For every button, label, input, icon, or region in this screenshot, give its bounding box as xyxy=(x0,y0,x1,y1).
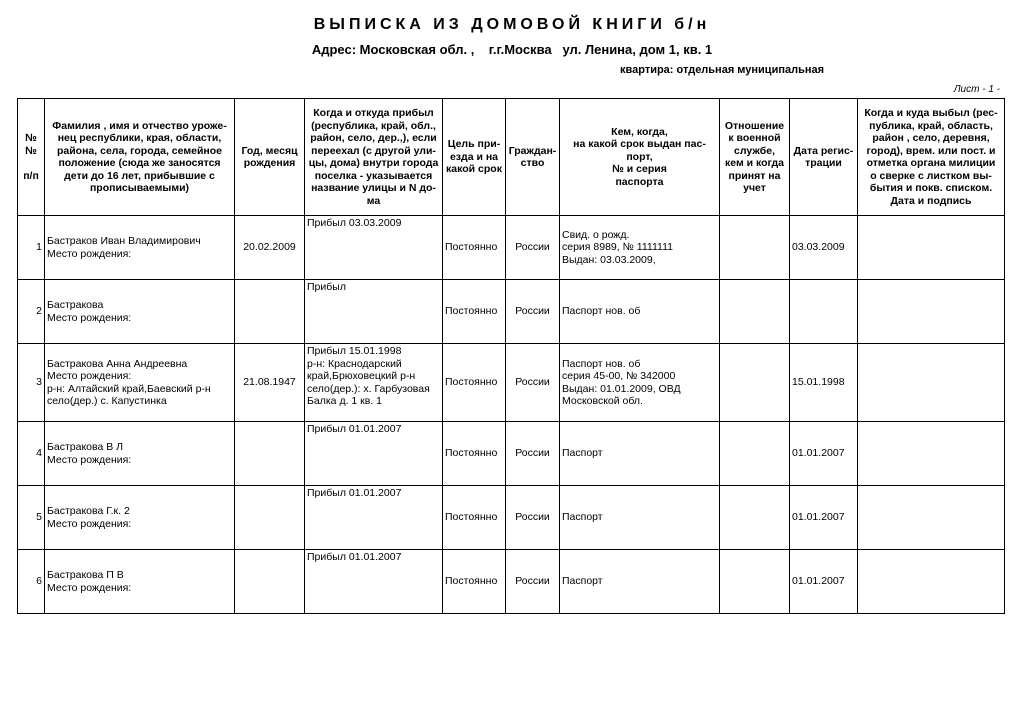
departure-info xyxy=(858,216,1005,280)
table-row xyxy=(18,344,1005,422)
passport-info: Свид. о рожд. серия 8989, № 1111111 Выдан: 03.03.2009, xyxy=(560,216,720,280)
purpose: Постоянно xyxy=(443,422,506,486)
person-cell xyxy=(45,344,235,422)
row-number: 1 xyxy=(18,216,45,280)
passport-info: Паспорт xyxy=(560,550,720,614)
purpose: Постоянно xyxy=(443,486,506,550)
document-title: ВЫПИСКА ИЗ ДОМОВОЙ КНИГИ б/н xyxy=(313,16,711,33)
table-row xyxy=(18,216,1005,280)
departure-info xyxy=(858,344,1005,422)
table-row xyxy=(18,550,1005,614)
sheet-number: Лист - 1 - xyxy=(953,84,1000,95)
citizenship: России xyxy=(506,486,560,550)
registration-date: 01.01.2007 xyxy=(790,550,858,614)
passport-info: Паспорт xyxy=(560,422,720,486)
passport-info: Паспорт xyxy=(560,486,720,550)
military-status xyxy=(720,550,790,614)
arrival-info: Прибыл 01.01.2007 xyxy=(305,422,443,486)
military-status xyxy=(720,280,790,344)
person-name: Бастракова В Л xyxy=(47,441,124,453)
birth-date xyxy=(235,422,305,486)
col-header-departure: Когда и куда выбыл (рес- публика, край, область, район , село, деревня, город), врем. или пост. и отметка органа милиции о сверке с листком вы- бытия и покв. списком. Дата и подпись xyxy=(858,99,1005,216)
person-name: Бастракова Анна Андреевна xyxy=(47,357,188,370)
citizenship: России xyxy=(506,280,560,344)
arrival-info: Прибыл 15.01.1998 р-н: Краснодарский край,Брюховецкий р-н село(дер.): х. Гарбузовая Балка д. 1 кв. 1 xyxy=(305,344,443,422)
row-number: 5 xyxy=(18,486,45,550)
person-cell xyxy=(45,280,235,344)
table-row xyxy=(18,486,1005,550)
registration-date: 03.03.2009 xyxy=(790,216,858,280)
birthplace: Место рождения: xyxy=(47,581,132,594)
arrival-info: Прибыл 03.03.2009 xyxy=(305,216,443,280)
military-status xyxy=(720,344,790,422)
purpose: Постоянно xyxy=(443,344,506,422)
purpose: Постоянно xyxy=(443,216,506,280)
address-line: Адрес: Московская обл. , г.г.Москва ул. Ленина, дом 1, кв. 1 xyxy=(311,42,713,57)
citizenship: России xyxy=(506,422,560,486)
birthplace: Место рождения: р-н: Алтайский край,Баевский р-н село(дер.) с. Капустинка xyxy=(47,370,211,407)
birthplace: Место рождения: xyxy=(47,311,132,324)
registration-date: 15.01.1998 xyxy=(790,344,858,422)
col-header-citizenship: Граждан- ство xyxy=(506,99,560,216)
apartment-type: квартира: отдельная муниципальная xyxy=(620,64,825,76)
registration-date xyxy=(790,280,858,344)
person-cell xyxy=(45,422,235,486)
arrival-info: Прибыл xyxy=(305,280,443,344)
arrival-info: Прибыл 01.01.2007 xyxy=(305,486,443,550)
departure-info xyxy=(858,280,1005,344)
person-name: Бастракова П В xyxy=(47,569,124,581)
military-status xyxy=(720,422,790,486)
table-row xyxy=(18,422,1005,486)
citizenship: России xyxy=(506,550,560,614)
citizenship: России xyxy=(506,216,560,280)
header-row xyxy=(18,99,1005,216)
col-header-birth-date: Год, месяц рождения xyxy=(235,99,305,216)
col-header-purpose: Цель при- езда и на какой срок xyxy=(443,99,506,216)
passport-info: Паспорт нов. об серия 45-00, № 342000 Выдан: 01.01.2009, ОВД Московской обл. xyxy=(560,344,720,422)
birthplace: Место рождения: xyxy=(47,453,132,466)
departure-info xyxy=(858,486,1005,550)
purpose: Постоянно xyxy=(443,280,506,344)
departure-info xyxy=(858,422,1005,486)
col-header-military: Отношение к военной службе, кем и когда принят на учет xyxy=(720,99,790,216)
row-number: 2 xyxy=(18,280,45,344)
person-name: Бастракова xyxy=(47,299,104,311)
birth-date: 21.08.1947 xyxy=(235,344,305,422)
birthplace: Место рождения: xyxy=(47,517,132,530)
person-cell xyxy=(45,216,235,280)
citizenship: России xyxy=(506,344,560,422)
row-number: 6 xyxy=(18,550,45,614)
person-name: Бастракова Г.к. 2 xyxy=(47,505,130,517)
col-header-full-name: Фамилия , имя и отчество уроже- нец республики, края, области, района, села, города, семейное положение (сюда же заносятся дети до 16 лет, прибывшие с прописываемыми) xyxy=(45,99,235,216)
registration-date: 01.01.2007 xyxy=(790,486,858,550)
row-number: 4 xyxy=(18,422,45,486)
birth-date xyxy=(235,550,305,614)
military-status xyxy=(720,486,790,550)
col-header-arrival: Когда и откуда прибыл (республика, край, обл., район, село, дер.,), если переехал (с другой ули- цы, дома) внутри города поселка - указывается название улицы и N до- ма xyxy=(305,99,443,216)
col-header-number: № № п/п xyxy=(18,99,45,216)
col-header-passport: Кем, когда, на какой срок выдан пас- порт, № и серия паспорта xyxy=(560,99,720,216)
person-cell xyxy=(45,486,235,550)
military-status xyxy=(720,216,790,280)
registration-date: 01.01.2007 xyxy=(790,422,858,486)
person-name: Бастраков Иван Владимирович xyxy=(47,235,201,247)
col-header-registration-date: Дата регис- трации xyxy=(790,99,858,216)
person-cell xyxy=(45,550,235,614)
row-number: 3 xyxy=(18,344,45,422)
departure-info xyxy=(858,550,1005,614)
house-book-table xyxy=(17,98,1005,614)
passport-info: Паспорт нов. об xyxy=(560,280,720,344)
birth-date: 20.02.2009 xyxy=(235,216,305,280)
table-row xyxy=(18,280,1005,344)
birth-date xyxy=(235,280,305,344)
purpose: Постоянно xyxy=(443,550,506,614)
birth-date xyxy=(235,486,305,550)
arrival-info: Прибыл 01.01.2007 xyxy=(305,550,443,614)
birthplace: Место рождения: xyxy=(47,247,132,260)
